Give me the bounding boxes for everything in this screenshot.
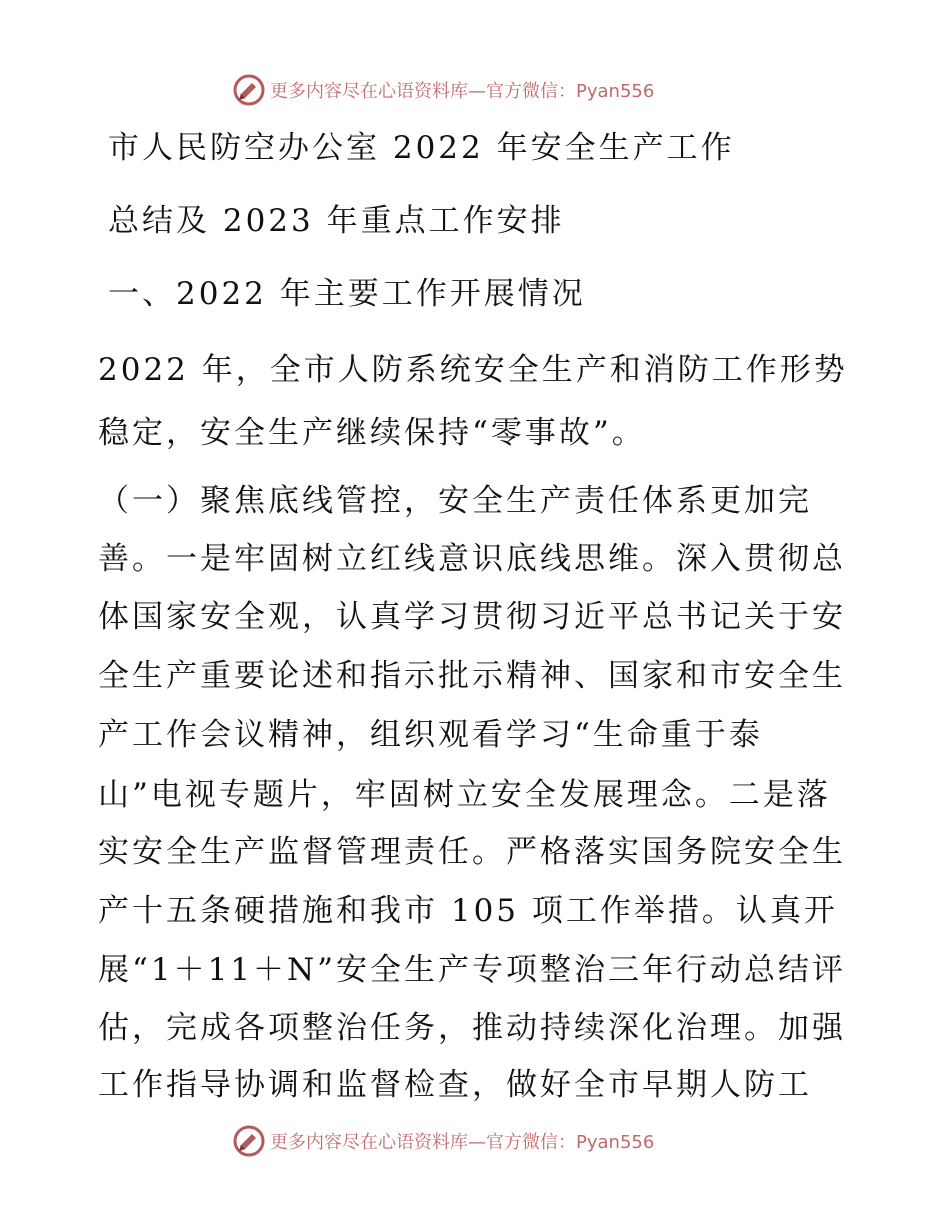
watermark-text: 更多内容尽在心语资料库—官方微信：Pyan556 [270, 1132, 655, 1153]
intro-line-2: 稳定，安全生产继续保持“零事故”。 [98, 415, 646, 451]
intro-line-1: 2022 年，全市人防系统安全生产和消防工作形势 [98, 352, 848, 388]
paragraph-line: 产十五条硬措施和我市 105 项工作举措。认真开 [98, 893, 838, 929]
paragraph-line: 全生产重要论述和指示批示精神、国家和市安全生 [98, 658, 846, 694]
book-pen-logo-icon [232, 73, 266, 107]
document-title-line-2: 总结及 2023 年重点工作安排 [108, 203, 565, 239]
paragraph-line: （一）聚焦底线管控，安全生产责任体系更加完 [98, 483, 812, 519]
paragraph-line: 体国家安全观，认真学习贯彻习近平总书记关于安 [98, 599, 846, 635]
paragraph-line: 工作指导协调和监督检查，做好全市早期人防工 [98, 1067, 812, 1103]
paragraph-line: 展“1＋11＋N”安全生产专项整治三年行动总结评 [98, 952, 846, 988]
document-title-line-1: 市人民防空办公室 2022 年安全生产工作 [108, 130, 735, 166]
paragraph-line: 山”电视专题片，牢固树立安全发展理念。二是落 [98, 777, 831, 813]
book-pen-logo-icon [232, 1124, 266, 1158]
paragraph-line: 产工作会议精神，组织观看学习“生命重于泰 [98, 717, 763, 753]
paragraph-line: 估，完成各项整治任务，推动持续深化治理。加强 [98, 1010, 846, 1046]
paragraph-line: 实安全生产监督管理责任。严格落实国务院安全生 [98, 834, 846, 870]
watermark-bottom [232, 1124, 654, 1158]
watermark-top [232, 73, 654, 107]
section-heading: 一、2022 年主要工作开展情况 [108, 276, 586, 312]
paragraph-line: 善。一是牢固树立红线意识底线思维。深入贯彻总 [98, 541, 846, 577]
watermark-text: 更多内容尽在心语资料库—官方微信：Pyan556 [270, 81, 655, 102]
